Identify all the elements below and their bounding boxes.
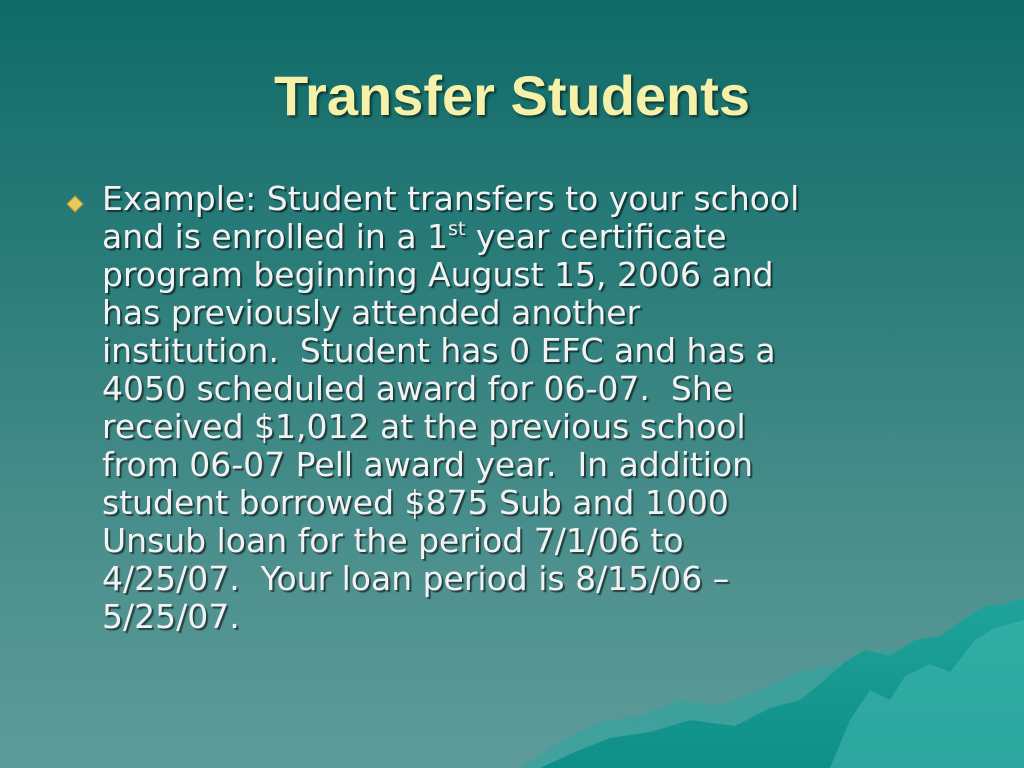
text-line: institution. Student has 0 EFC and has a	[102, 331, 776, 370]
text-fragment: year certificate	[465, 217, 727, 256]
text-line: 5/25/07.	[102, 597, 240, 636]
slide-title: Transfer Students	[273, 64, 751, 127]
text-line: received $1,012 at the previous school	[102, 407, 746, 446]
text-line: 4050 scheduled award for 06-07. She	[102, 369, 734, 408]
text-line: Unsub loan for the period 7/1/06 to	[102, 521, 684, 560]
bullet-list	[60, 180, 960, 636]
text-line: 4/25/07. Your loan period is 8/15/06 –	[102, 559, 730, 598]
text-line: program beginning August 15, 2006 and	[102, 255, 774, 294]
text-line: student borrowed $875 Sub and 1000	[102, 483, 729, 522]
diamond-bullet-icon	[66, 195, 84, 213]
text-line	[102, 218, 960, 256]
text-line: has previously attended another	[102, 293, 641, 332]
text-fragment: and is enrolled in a 1	[102, 217, 449, 256]
text-line: from 06-07 Pell award year. In addition	[102, 445, 754, 484]
text-line: Example: Student transfers to your school	[102, 179, 800, 218]
bullet-text	[102, 180, 960, 636]
ordinal-superscript: st	[448, 218, 466, 240]
